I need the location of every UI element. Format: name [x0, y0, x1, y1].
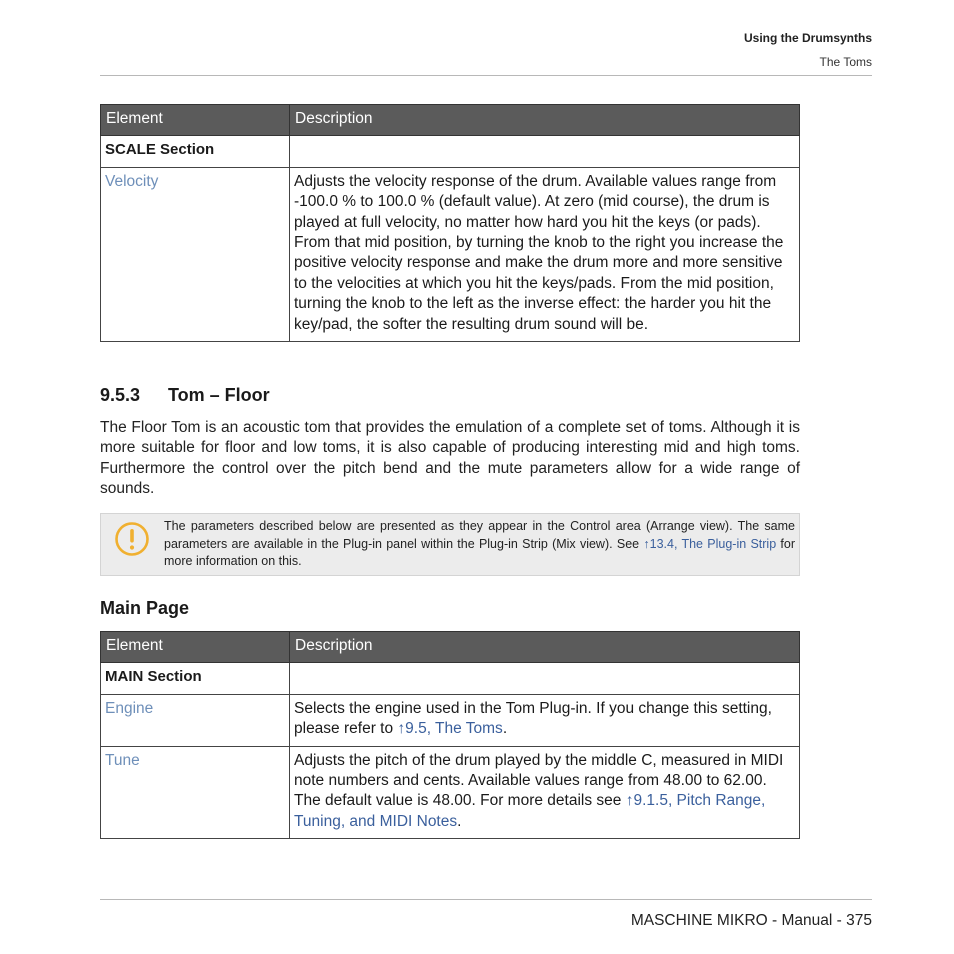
note-text-start: The parameters described below are presented as they appear in the Control area (Arrange view). The same parameters are available in the Plug-in panel within the Plug-in Strip (Mix view). See [164, 519, 795, 551]
subsection-number: 9.5.3 [100, 385, 141, 405]
subsection-heading [100, 385, 270, 406]
column-header-description: Description [290, 105, 800, 136]
header-divider [100, 75, 872, 76]
scale-parameters-table [100, 104, 800, 342]
warning-exclamation-icon [114, 521, 150, 557]
element-cell [101, 167, 290, 341]
footer-divider [100, 899, 872, 900]
section-row [101, 663, 800, 694]
table-header-row [101, 105, 800, 136]
empty-cell [290, 663, 800, 694]
note-text [164, 518, 795, 571]
description-text-end: . [502, 720, 508, 738]
column-header-element: Element [101, 105, 290, 136]
column-header-element: Element [101, 632, 290, 663]
main-parameters-table [100, 631, 800, 839]
section-row [101, 136, 800, 167]
running-header-chapter: Using the Drumsynths [743, 31, 872, 45]
table-header-row [101, 632, 800, 663]
element-engine-link[interactable]: Engine [105, 699, 154, 717]
table-row [101, 694, 800, 746]
element-cell [101, 746, 290, 839]
element-tune-link[interactable]: Tune [105, 751, 140, 769]
column-header-description: Description [290, 632, 800, 663]
cross-reference-link[interactable]: ↑9.1.5, Pitch Range, Tuning, and MIDI Notes [294, 792, 766, 830]
main-page-heading: Main Page [100, 598, 190, 618]
empty-cell [290, 136, 800, 167]
note-cross-reference-link[interactable]: ↑13.4, The Plug-in Strip [643, 536, 777, 551]
table-row [101, 746, 800, 839]
section-label-cell [101, 663, 290, 694]
cross-reference-link[interactable]: ↑9.5, The Toms [397, 720, 503, 738]
page-footer: MASCHINE MIKRO - Manual - 375 [630, 912, 872, 929]
body-paragraph: The Floor Tom is an acoustic tom that provides the emulation of a complete set of toms. Although it is more suitable for floor and low toms, it is also capable of producing interesting mid and high toms. Furthermore the control over the pitch bend and the mute parameters allow for a wide range of sounds. [100, 419, 800, 498]
description-text: Selects the engine used in the Tom Plug-in. If you change this setting, please refer to [294, 699, 772, 738]
description-cell [290, 746, 800, 839]
section-label: MAIN Section [105, 668, 202, 686]
subsection-title: Tom – Floor [168, 385, 270, 405]
element-cell [101, 694, 290, 746]
section-label-cell [101, 136, 290, 167]
element-velocity-link[interactable]: Velocity [105, 172, 159, 190]
note-text-end: for more information on this. [164, 536, 796, 568]
section-label: SCALE Section [105, 141, 215, 159]
note-box [100, 513, 800, 576]
description-text: Adjusts the pitch of the drum played by the middle C, measured in MIDI note numbers and cents. Available values range from 48.00 to 62.00. The default value is 48.00. For more details see [294, 751, 784, 810]
description-cell [290, 694, 800, 746]
running-header-section: The Toms [819, 55, 872, 69]
description-cell: Adjusts the velocity response of the drum. Available values range from -100.0 % to 100.0 % (default value). At zero (mid course), the drum is played at full velocity, no matter how hard you hit the keys (or pads). From that mid position, by turning the knob to the right you increase the positive velocity response and make the drum more and more sensitive to the velocities at which you hit the keys/pads. From the mid position, turning the knob to the left as the inverse effect: the harder you hit the key/pad, the softer the resulting drum sound will be. [290, 167, 800, 341]
description-text-end: . [457, 812, 462, 830]
table-row [101, 167, 800, 341]
